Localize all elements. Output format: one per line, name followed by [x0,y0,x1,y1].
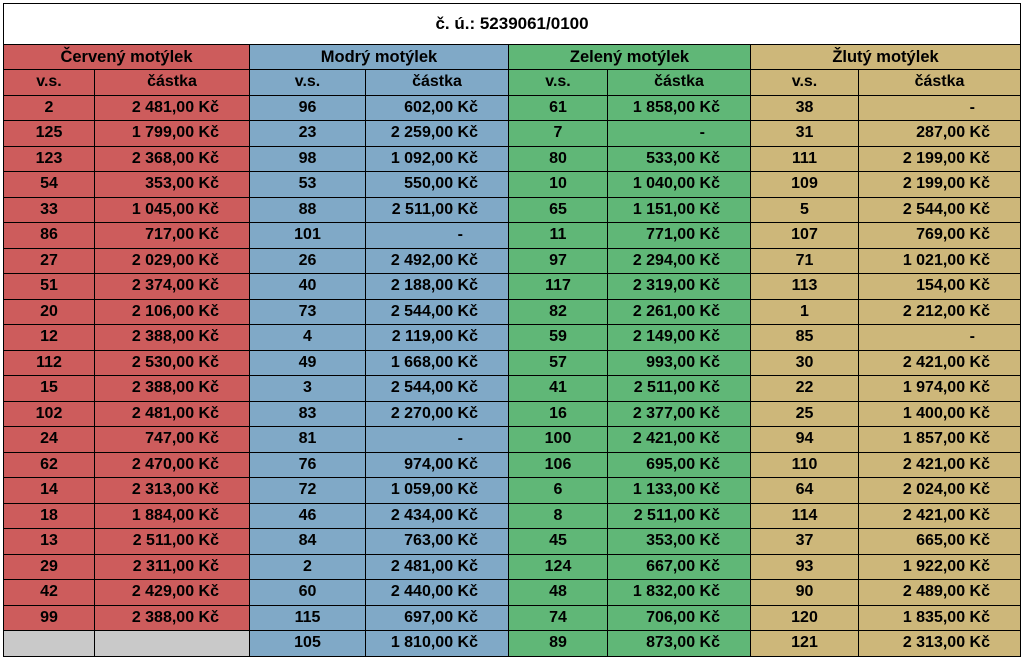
vs-cell: 81 [250,427,366,453]
vs-cell: 100 [509,427,608,453]
table-body [4,4,1021,657]
amount-cell: 2 199,00 Kč [859,146,1021,172]
group-header-blue: Modrý motýlek [250,45,509,70]
vs-cell: 102 [4,401,95,427]
group-header-red: Červený motýlek [4,45,250,70]
amount-cell: 1 799,00 Kč [95,121,250,147]
table-row [4,146,1021,172]
amount-cell: 2 119,00 Kč [366,325,509,351]
amount-cell: 2 029,00 Kč [95,248,250,274]
vs-cell: 15 [4,376,95,402]
table-row [4,503,1021,529]
vs-cell: 20 [4,299,95,325]
amount-cell: 353,00 Kč [608,529,751,555]
vs-cell: 41 [509,376,608,402]
table-row [4,172,1021,198]
table-row [4,580,1021,606]
vs-cell: 26 [250,248,366,274]
amount-cell: - [366,223,509,249]
vs-cell: 7 [509,121,608,147]
amount-cell: 2 388,00 Kč [95,376,250,402]
empty-cell [95,631,250,657]
column-header-row [4,70,1021,96]
amount-cell: 1 021,00 Kč [859,248,1021,274]
vs-cell: 80 [509,146,608,172]
amount-cell: 2 149,00 Kč [608,325,751,351]
column-header-vs: v.s. [250,70,366,96]
table-row [4,325,1021,351]
amount-cell: 1 059,00 Kč [366,478,509,504]
vs-cell: 84 [250,529,366,555]
vs-cell: 98 [250,146,366,172]
vs-cell: 114 [751,503,859,529]
column-header-amount: částka [95,70,250,96]
table-row [4,274,1021,300]
amount-cell: 1 857,00 Kč [859,427,1021,453]
amount-cell: 1 040,00 Kč [608,172,751,198]
empty-cell [4,631,95,657]
amount-cell: 2 377,00 Kč [608,401,751,427]
vs-cell: 5 [751,197,859,223]
amount-cell: 2 313,00 Kč [95,478,250,504]
amount-cell: 2 440,00 Kč [366,580,509,606]
vs-cell: 42 [4,580,95,606]
vs-cell: 46 [250,503,366,529]
vs-cell: 37 [751,529,859,555]
amount-cell: 2 421,00 Kč [859,452,1021,478]
amount-cell: 2 544,00 Kč [859,197,1021,223]
amount-cell: 154,00 Kč [859,274,1021,300]
amount-cell: 2 311,00 Kč [95,554,250,580]
table-row [4,452,1021,478]
amount-cell: 2 106,00 Kč [95,299,250,325]
amount-cell: 717,00 Kč [95,223,250,249]
amount-cell: 2 199,00 Kč [859,172,1021,198]
amount-cell: 1 045,00 Kč [95,197,250,223]
vs-cell: 14 [4,478,95,504]
amount-cell: 1 810,00 Kč [366,631,509,657]
vs-cell: 71 [751,248,859,274]
vs-cell: 96 [250,95,366,121]
amount-cell: 1 400,00 Kč [859,401,1021,427]
vs-cell: 8 [509,503,608,529]
vs-cell: 53 [250,172,366,198]
vs-cell: 6 [509,478,608,504]
amount-cell: 667,00 Kč [608,554,751,580]
vs-cell: 60 [250,580,366,606]
amount-cell: 747,00 Kč [95,427,250,453]
vs-cell: 97 [509,248,608,274]
table-row [4,631,1021,657]
vs-cell: 105 [250,631,366,657]
column-header-amount: částka [608,70,751,96]
vs-cell: 90 [751,580,859,606]
amount-cell: 769,00 Kč [859,223,1021,249]
vs-cell: 82 [509,299,608,325]
title-row [4,4,1021,45]
vs-cell: 109 [751,172,859,198]
amount-cell: 2 429,00 Kč [95,580,250,606]
amount-cell: 697,00 Kč [366,605,509,631]
vs-cell: 124 [509,554,608,580]
amount-cell: 533,00 Kč [608,146,751,172]
amount-cell: 2 470,00 Kč [95,452,250,478]
vs-cell: 73 [250,299,366,325]
vs-cell: 16 [509,401,608,427]
vs-cell: 113 [751,274,859,300]
amount-cell: 602,00 Kč [366,95,509,121]
vs-cell: 83 [250,401,366,427]
vs-cell: 85 [751,325,859,351]
vs-cell: 38 [751,95,859,121]
amount-cell: - [366,427,509,453]
table-row [4,401,1021,427]
table-row [4,605,1021,631]
amount-cell: - [859,95,1021,121]
vs-cell: 88 [250,197,366,223]
amount-cell: 1 922,00 Kč [859,554,1021,580]
column-header-amount: částka [859,70,1021,96]
vs-cell: 106 [509,452,608,478]
vs-cell: 13 [4,529,95,555]
vs-cell: 12 [4,325,95,351]
table-row [4,121,1021,147]
amount-cell: 2 489,00 Kč [859,580,1021,606]
amount-cell: 2 511,00 Kč [608,376,751,402]
table-row [4,376,1021,402]
amount-cell: 1 835,00 Kč [859,605,1021,631]
vs-cell: 101 [250,223,366,249]
amount-cell: 2 313,00 Kč [859,631,1021,657]
table-row [4,554,1021,580]
amount-cell: 2 544,00 Kč [366,376,509,402]
amount-cell: 1 092,00 Kč [366,146,509,172]
table-row [4,427,1021,453]
vs-cell: 89 [509,631,608,657]
vs-cell: 65 [509,197,608,223]
vs-cell: 1 [751,299,859,325]
table-row [4,248,1021,274]
amount-cell: 2 261,00 Kč [608,299,751,325]
amount-cell: 2 294,00 Kč [608,248,751,274]
amount-cell: - [608,121,751,147]
amount-cell: 2 434,00 Kč [366,503,509,529]
table-row [4,299,1021,325]
amount-cell: 2 511,00 Kč [608,503,751,529]
vs-cell: 11 [509,223,608,249]
vs-cell: 120 [751,605,859,631]
amount-cell: 2 388,00 Kč [95,605,250,631]
amount-cell: - [859,325,1021,351]
amount-cell: 2 511,00 Kč [366,197,509,223]
amount-cell: 2 024,00 Kč [859,478,1021,504]
amount-cell: 665,00 Kč [859,529,1021,555]
amount-cell: 2 481,00 Kč [366,554,509,580]
vs-cell: 110 [751,452,859,478]
amount-cell: 2 388,00 Kč [95,325,250,351]
vs-cell: 72 [250,478,366,504]
amount-cell: 1 884,00 Kč [95,503,250,529]
column-header-amount: částka [366,70,509,96]
vs-cell: 107 [751,223,859,249]
vs-cell: 49 [250,350,366,376]
amount-cell: 1 668,00 Kč [366,350,509,376]
amount-cell: 2 212,00 Kč [859,299,1021,325]
vs-cell: 86 [4,223,95,249]
amount-cell: 2 530,00 Kč [95,350,250,376]
amount-cell: 706,00 Kč [608,605,751,631]
vs-cell: 30 [751,350,859,376]
vs-cell: 51 [4,274,95,300]
vs-cell: 59 [509,325,608,351]
vs-cell: 111 [751,146,859,172]
vs-cell: 115 [250,605,366,631]
amount-cell: 873,00 Kč [608,631,751,657]
table-row [4,350,1021,376]
amount-cell: 2 481,00 Kč [95,401,250,427]
vs-cell: 22 [751,376,859,402]
table-row [4,197,1021,223]
vs-cell: 4 [250,325,366,351]
amount-cell: 993,00 Kč [608,350,751,376]
amount-cell: 695,00 Kč [608,452,751,478]
vs-cell: 31 [751,121,859,147]
vs-cell: 27 [4,248,95,274]
amount-cell: 763,00 Kč [366,529,509,555]
vs-cell: 45 [509,529,608,555]
amount-cell: 2 374,00 Kč [95,274,250,300]
column-header-vs: v.s. [751,70,859,96]
vs-cell: 3 [250,376,366,402]
table-row [4,529,1021,555]
amount-cell: 2 421,00 Kč [608,427,751,453]
amount-cell: 771,00 Kč [608,223,751,249]
vs-cell: 125 [4,121,95,147]
vs-cell: 18 [4,503,95,529]
table-row [4,95,1021,121]
amount-cell: 353,00 Kč [95,172,250,198]
payments-table [3,3,1021,657]
vs-cell: 94 [751,427,859,453]
vs-cell: 112 [4,350,95,376]
account-number-title: č. ú.: 5239061/0100 [4,4,1021,45]
amount-cell: 2 421,00 Kč [859,350,1021,376]
amount-cell: 1 832,00 Kč [608,580,751,606]
amount-cell: 2 188,00 Kč [366,274,509,300]
amount-cell: 287,00 Kč [859,121,1021,147]
amount-cell: 1 133,00 Kč [608,478,751,504]
amount-cell: 2 511,00 Kč [95,529,250,555]
vs-cell: 121 [751,631,859,657]
vs-cell: 2 [4,95,95,121]
vs-cell: 57 [509,350,608,376]
vs-cell: 25 [751,401,859,427]
group-header-yellow: Žlutý motýlek [751,45,1021,70]
vs-cell: 93 [751,554,859,580]
vs-cell: 29 [4,554,95,580]
amount-cell: 2 319,00 Kč [608,274,751,300]
vs-cell: 10 [509,172,608,198]
amount-cell: 1 974,00 Kč [859,376,1021,402]
vs-cell: 76 [250,452,366,478]
amount-cell: 2 270,00 Kč [366,401,509,427]
amount-cell: 1 858,00 Kč [608,95,751,121]
group-header-row [4,45,1021,70]
amount-cell: 1 151,00 Kč [608,197,751,223]
table-row [4,223,1021,249]
vs-cell: 64 [751,478,859,504]
amount-cell: 550,00 Kč [366,172,509,198]
amount-cell: 2 368,00 Kč [95,146,250,172]
amount-cell: 2 492,00 Kč [366,248,509,274]
vs-cell: 48 [509,580,608,606]
vs-cell: 123 [4,146,95,172]
amount-cell: 2 481,00 Kč [95,95,250,121]
vs-cell: 54 [4,172,95,198]
group-header-green: Zelený motýlek [509,45,751,70]
amount-cell: 974,00 Kč [366,452,509,478]
vs-cell: 99 [4,605,95,631]
vs-cell: 24 [4,427,95,453]
table-row [4,478,1021,504]
column-header-vs: v.s. [509,70,608,96]
vs-cell: 62 [4,452,95,478]
vs-cell: 33 [4,197,95,223]
amount-cell: 2 544,00 Kč [366,299,509,325]
vs-cell: 23 [250,121,366,147]
amount-cell: 2 421,00 Kč [859,503,1021,529]
vs-cell: 61 [509,95,608,121]
vs-cell: 40 [250,274,366,300]
vs-cell: 117 [509,274,608,300]
vs-cell: 74 [509,605,608,631]
column-header-vs: v.s. [4,70,95,96]
amount-cell: 2 259,00 Kč [366,121,509,147]
vs-cell: 2 [250,554,366,580]
